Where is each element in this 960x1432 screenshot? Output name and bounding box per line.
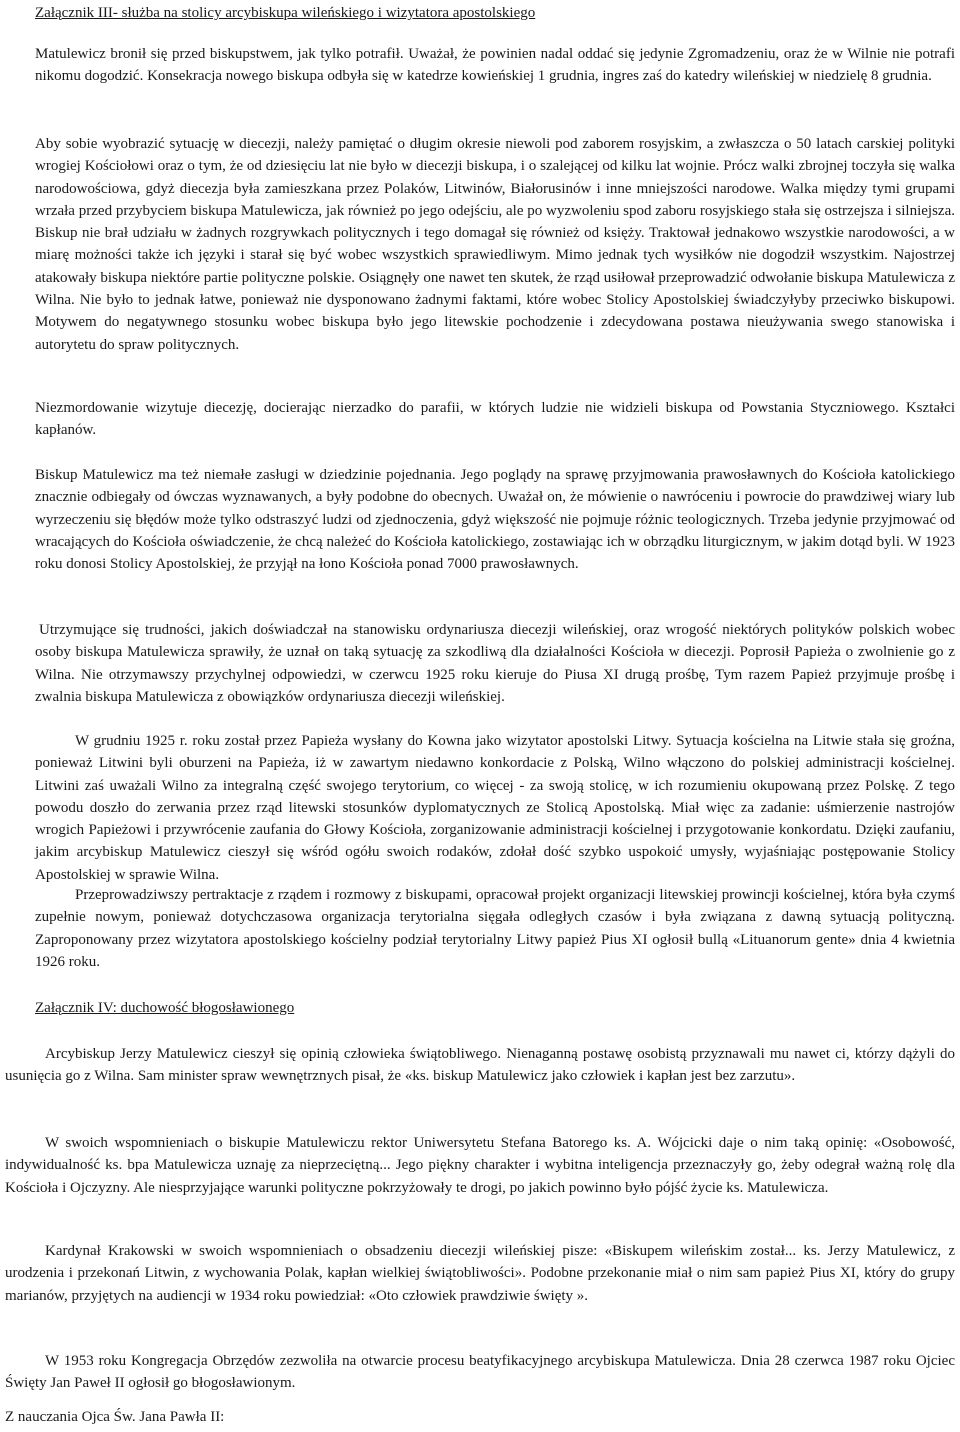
footer-line: Z nauczania Ojca Św. Jana Pawła II: <box>5 1409 225 1425</box>
paragraph-diocese-situation: Aby sobie wyobrazić sytuację w diecezji, należy pamiętać o długim okresie niewoli pod zaborem rosyjskim, a zwłaszcza o 50 latach carskiej polityki wrogiej Kościołowi oraz o tym, że od dziesięciu lat nie było w diecezji biskupa, i o szalejącej od kilku lat wojnie. Prócz walki zbrojnej toczyła się walka narodowościowa, gdyż diecezja była zamieszkana przez Polaków, Litwinów, Białorusinów i inne mniejszości narodowe. Walka między tymi grupami wrzała przed przybyciem biskupa Matulewicza, jak również po jego odejściu, ale po wyzwoleniu spod zaboru rosyjskiego stała się ostrzejsza i silniejsza. Biskup nie brał udziału w żadnych rozgrywkach politycznych i tego domagał się również od księży. Traktował jednakowo wszystkie narodowości, a w miarę możności także ich języki i starał się być wobec wszystkich sprawiedliwym. Mimo jednak tych wysiłków nie dogodził wszystkim. Najostrzej atakowały biskupa niektóre partie polityczne polskie. Osiągnęły one nawet ten skutek, że rząd usiłował przeprowadzić odwołanie biskupa Matulewicza z Wilna. Nie było to jednak łatwe, ponieważ nie dysponowano żadnymi faktami, które wobec Stolicy Apostolskiej świadczyłyby przeciwko biskupowi. Motywem do negatywnego stosunku wobec biskupa było jego litewskie pochodzenie i zdecydowana postawa nieużywania swego stanowiska i autorytetu do spraw politycznych. <box>35 136 955 353</box>
paragraph-holiness-opinion: Arcybiskup Jerzy Matulewicz cieszył się opinią człowieka świątobliwego. Nienaganną postawę osobistą przyznawali mu nawet ci, którzy dążyli do usunięcia go z Wilna. Sam minister spraw wewnętrznych pisał, że «ks. biskup Matulewicz jako człowiek i kapłan jest bez zarzutu». <box>5 1046 955 1085</box>
section-heading-annex-4: Załącznik IV: duchowość błogosławionego <box>35 1000 295 1016</box>
paragraph-krakow-cardinal: Kardynał Krakowski w swoich wspomnieniach o obsadzeniu diecezji wileńskiej pisze: «Biskupem wileńskim został... ks. Jerzy Matulewicz, z urodzenia i przekonań Litwin, z wychowania Polak, kapłan wielkiej świątobliwości». Podobne przekonanie miał o nim sam papież Pius XI, który do grupy marianów, przyjętych na audiencji w 1934 roku powiedział: «Oto człowiek prawdziwie święty ». <box>5 1243 955 1304</box>
paragraph-wojcicki: W swoich wspomnieniach o biskupie Matulewiczu rektor Uniwersytetu Stefana Batorego ks. A. Wójcicki daje o nim taką opinię: «Osobowość, indywidualność ks. bpa Matulewicza uznaję za nieprzeciętną... Jego piękny charakter i wybitna inteligencja przeznaczyły go, żeby odegrał ważną rolę dla Kościoła i Ojczyzny. Ale niesprzyjające warunki polityczne pokrzyżowały te drogi, po jakich powinno było pójść życie ks. Matulewicza. <box>5 1135 955 1196</box>
paragraph-visitations: Niezmordowanie wizytuje diecezję, docierając nierzadko do parafii, w których ludzie nie widzieli biskupa od Powstania Styczniowego. Kształci kapłanów. <box>35 400 955 439</box>
paragraph-visitator: W grudniu 1925 r. roku został przez Papieża wysłany do Kowna jako wizytator apostolski Litwy. Sytuacja kościelna na Litwie stała się groźna, ponieważ Litwini byli oburzeni na Papieża, iż w zawartym niedawno konkordacie z Polską, Wilno włączono do polskiej administracji kościelnej. Litwini zaś uważali Wilno za integralną część swojego terytorium, co więcej - za swoją stolicę, w ich rozumieniu okupowaną przez Polskę. Z tego powodu doszło do zerwania przez rząd litewski stosunków dyplomatycznych ze Stolicą Apostolską. Miał więc za zadanie: uśmierzenie nastrojów wrogich Papieżowi i przywrócenie zaufania do Głowy Kościoła, zorganizowanie administracji kościelnej i przygotowanie konkordatu. Dzięki zaufaniu, jakim arcybiskup Matulewicz cieszył się wśród ogółu swoich rodaków, zdołał dość szybko uspokoić umysły, wyjaśniając postępowanie Stolicy Apostolskiej w sprawie Wilna. <box>35 733 955 883</box>
paragraph-reconciliation: Biskup Matulewicz ma też niemałe zasługi w dziedzinie pojednania. Jego poglądy na sprawę przyjmowania prawosławnych do Kościoła katolickiego znacznie odbiegały od ówczas wyznawanych, a były podobne do obecnych. Uważał on, że mówienie o nawróceniu i powrocie do prawdziwej wiary lub wyrzeczeniu się błędów może tylko odstraszyć ludzi od zjednoczenia, gdyż większość nie pojmuje różnic teologicznych. Trzeba jedynie przyjmować od wracających do Kościoła oświadczenie, że chcą należeć do Kościoła katolickiego, zostawiając ich w obrządku liturgicznym, w jakim dotąd byli. W 1923 roku donosi Stolicy Apostolskiej, że przyjął na łono Kościoła ponad 7000 prawosławnych. <box>35 467 955 573</box>
paragraph-refusal: Matulewicz bronił się przed biskupstwem, jak tylko potrafił. Uważał, że powinien nadal oddać się jedynie Zgromadzeniu, oraz że w Wilnie nie potrafi nikomu dogodzić. Konsekracja nowego biskupa odbyła się w katedrze kowieńskiej 1 grudnia, ingres zaś do katedry wileńskiej w niedzielę 8 grudnia. <box>35 46 955 85</box>
paragraph-province: Przeprowadziwszy pertraktacje z rządem i rozmowy z biskupami, opracował projekt organizacji litewskiej prowincji kościelnej, która była czymś zupełnie nowym, ponieważ dotychczasowa organizacja terytorialna sięgała odległych czasów i była związana z dawną sytuacją polityczną. Zaproponowany przez wizytatora apostolskiego kościelny podział terytorialny Litwy papież Pius XI ogłosił bullą «Lituanorum gente» dnia 4 kwietnia 1926 roku. <box>35 887 955 970</box>
paragraph-beatification: W 1953 roku Kongregacja Obrzędów zezwoliła na otwarcie procesu beatyfikacyjnego arcybiskupa Matulewicza. Dnia 28 czerwca 1987 roku Ojciec Święty Jan Paweł II ogłosił go błogosławionym. <box>5 1353 955 1392</box>
section-heading-annex-3: Załącznik III- służba na stolicy arcybiskupa wileńskiego i wizytatora apostolskiego <box>35 5 536 21</box>
paragraph-resignation: Utrzymujące się trudności, jakich doświadczał na stanowisku ordynariusza diecezji wileńskiej, oraz wrogość niektórych polityków polskich wobec osoby biskupa Matulewicza sprawiły, że uznał on taką sytuację za szkodliwą dla działalności Kościoła w diecezji. Poprosił Papieża o zwolnienie go z Wilna. Nie otrzymawszy przychylnej odpowiedzi, w czerwcu 1925 roku kieruje do Piusa XI drugą prośbę, Tym razem Papież przyjmuje prośbę i zwalnia biskupa Matulewicza z obowiązków ordynariusza diecezji wileńskiej. <box>35 622 955 705</box>
